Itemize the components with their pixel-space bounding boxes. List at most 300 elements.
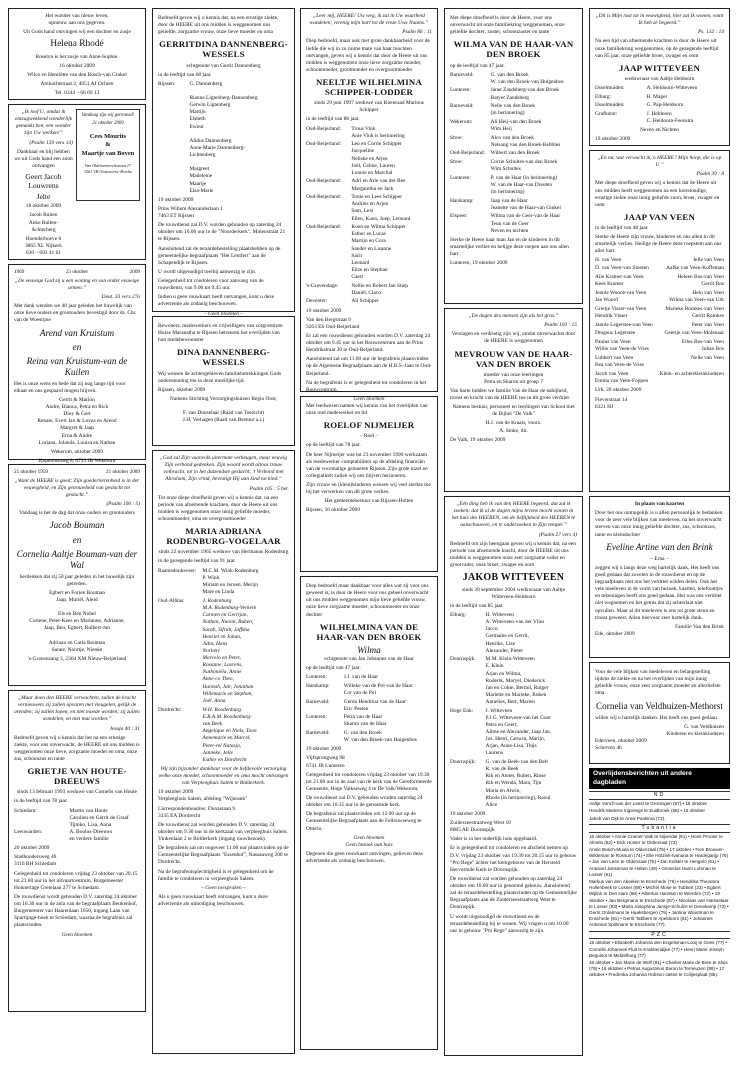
date: 19 oktober 2009	[158, 196, 194, 203]
family-members: H. Mager	[646, 93, 668, 100]
obit-list-pzc	[589, 940, 730, 978]
deceased-name: JAAP VAN VEEN	[623, 211, 696, 222]
place-date: Ede, oktober 2009	[595, 630, 635, 637]
death-notice-jaap-witteveen	[589, 8, 730, 146]
section-nd: ND	[589, 791, 730, 800]
obit-entry: Jakob van Dijk te Arnw Poalsma (73).	[589, 815, 666, 821]
deceased-name: WILMA VAN DE HAAR-VAN DEN BROEK	[453, 39, 574, 60]
condolence-notice-nijmeijer	[300, 396, 438, 572]
death-notice-witteveen	[444, 496, 583, 1056]
date: 19 oktober 2009	[158, 789, 194, 796]
obit-entry: 16 oktober • Annie Cramer-Valk te Nijverdal (81) • Henk Prooier te Almelo (52) • Dick Hoster te Oldenzaal (73)	[589, 833, 723, 845]
family-list	[14, 808, 140, 844]
family-members: Jaap van de Haar Jeanette van de Haar-van Ginkel	[490, 197, 561, 211]
place-date: Urk, 20 oktober 2009	[595, 387, 642, 394]
birth-date: 16 oktober 2009	[59, 62, 95, 69]
birth-notice-geert-jacob	[14, 109, 73, 255]
intro-line-1: Het wonder van nieuw leven,	[45, 13, 109, 19]
family-members: Gerda Hendrina van de Haar Eric Peelen	[343, 698, 406, 712]
child-name-3: Jelte	[36, 192, 51, 202]
age-text: in de leeftijd van 78 jaar.	[14, 798, 68, 805]
verse-reference: Psalm 86 : 11	[402, 29, 432, 36]
intro-text: Uit Gods hand ontvingen wij een dochter en zusje	[23, 29, 131, 36]
groom-name: Cees Mourits	[89, 132, 127, 140]
bride-name: Maartje van Boven	[81, 149, 135, 157]
deceased-name: Eveline Artine van den Brink	[606, 541, 713, 552]
obit-entry: 15 oktober • Elisabeth Johanna den Engelsman-Looij te Goes (77) • Cornelis Johannes Fluit te Krabbendijke (77) • Henri Marie Joseph Beguinot te Middelburg (77)	[589, 940, 727, 958]
family-row	[158, 598, 289, 705]
family-place: Grafhorst:	[595, 110, 618, 117]
family-list	[306, 126, 432, 306]
family-members: G. van den Broek W. van den Broek-van Huigenbos	[343, 730, 417, 744]
death-notice-dannenberg	[152, 8, 295, 317]
intro-text: Vandaag is het de dag dat onze ouders en grootouders	[19, 510, 135, 517]
verse: „En nu, wat verwacht ik, o HEERE? Mijn hoop, die is op U.”	[597, 155, 722, 169]
address: Verpleeghuis Salem, afdeling "Wijnrank"	[158, 796, 248, 803]
intro-text: Bewoners, medewerkers en vrijwilligers van zorgcentrum Huize Maranatha te Rijssen betreuren het overlijden van hun medebewoonster	[158, 323, 283, 344]
family-pair	[595, 274, 724, 288]
family-place: Oud-Beijerland:	[306, 125, 342, 132]
spouse-info: echtgenote van Gerrit Dannenberg	[186, 62, 261, 69]
spouse-name-1: Jacob Bouman	[49, 520, 105, 531]
deceased-name: ROELOF NIJMEIJER	[323, 420, 415, 431]
nickname: Wilma	[357, 644, 381, 655]
family-place: Oud-Beijerland:	[306, 224, 342, 231]
spouse-name-1: Arend van Kruistum	[39, 327, 115, 338]
date: 20 oktober 2009	[14, 845, 50, 852]
family-row	[14, 808, 140, 829]
notice-heading: In plaats van kaarten	[634, 501, 685, 507]
announcement-text: Tot onze diepe droefheid geven wij u kennis dat, na een periode van afnemende krachten, door de Heere uit ons midden is weggenomen onze innig geliefde moeder, schoonmoeder, oma en overgrootmoeder	[158, 494, 279, 522]
deceased-name: GRIETJE VAN HOUTE-DREEUWS	[27, 766, 127, 787]
conjunction: en	[72, 534, 82, 545]
obit-entry: 16 oktober • Jan Marie de Wolf (81) • Charles Marie de Bree te Sluis (78) • 16 oktober • Petrus Augustinus Baron te Terneuzen (89) • 17 oktober • Frederika Johanna Hobson-Jasse te Colijnsplaat (85).	[589, 959, 728, 978]
address: Stadhoudersweg 46 3116 BH Schiedam	[14, 854, 57, 868]
signatories: Namens Stichting Verzorgingshuizen Regio Oost, F. van Donselaar (Raad van Toezicht) J.H. Verhagen (Raad van Bestuur a.i.)	[169, 395, 278, 424]
family-members: M.C.M. Wink-Rodenburg P. Wink Miriam en Jeroen, Merijn Mare en Linda	[202, 567, 259, 595]
service-text: De rouwdienst zal worden gehouden D.V. zaterdag 24 oktober om 9.30 uur in de kerkzaal van verpleeghuis Salem, Vinkenlaan 2 te Ridderkerk (ingang rouwbezoek).	[158, 821, 288, 843]
family-list	[450, 612, 577, 809]
family-place: IJsselmuiden:	[595, 102, 625, 109]
family-place: Doornspijk:	[450, 759, 476, 765]
family-list	[158, 568, 289, 764]
family-members: Martin van Houte Carolien en Gerrit de Graaf Tijmko, Lisa, Anna	[69, 807, 129, 828]
condolence-text: Gelegenheid tot condoleren voor aanvang van de rouwdienst, van 9.00 tot 9.45 uur.	[158, 278, 264, 292]
birth-notice-helena	[8, 8, 146, 100]
spouse-info: sinds 28 september 2004 weduwnaar van Aaltje Witteveen-Heldoorn	[462, 586, 565, 600]
announcement-text: Bedroefd om zijn heengaan geven wij u kennis dat, na een periode van afnemende kracht, door de HEERE uit ons midden is weggenomen onze zeer zorgzame vader en grootvader, onze broer, zwager en oom	[450, 540, 576, 568]
family-row	[450, 72, 577, 86]
age-text: in de leeftijd van 86 jaar.	[306, 116, 360, 123]
anniversary-notice-bouman	[8, 464, 146, 686]
family-row	[306, 194, 432, 223]
address: Van den Bergstraat 9 3263 ES Oud-Beijerland	[306, 316, 360, 330]
signatory: Familie Van den Brink	[675, 623, 724, 630]
family-members: Hein van Veen Wilma van Veen-van Urk	[669, 289, 724, 304]
family-place: Hoge Enk:	[450, 707, 474, 714]
family-row	[306, 126, 432, 140]
family-row	[450, 708, 577, 758]
spouse-info: echtgenote van Jan Johannes van de Haar	[324, 655, 414, 662]
address: Ambachtstraat 2, 4051 AJ Ochten	[40, 81, 114, 88]
address: Scherven 4b	[595, 745, 622, 752]
death-notice-wilma-van-de-haar	[444, 8, 583, 304]
family-members: A. Boulus-Dreeuws en verdere familie	[69, 828, 113, 843]
burial-text: Aansluitend zal om 11.00 uur de begrafenis plaatsvinden op de Algemene Begraafplaats aan de H.B.S.-laan te Oud-Beijerland.	[306, 356, 432, 377]
family-members: J. Rodenburg M.A. Rodenburg-Verkerk Carmen en Gerrijan, Nathan, Naomi, Ruben, Sarah, Sifrah, Jaffsha Henriet en Johan, Julia, Hans Norbert Marcelo en Peter, Roxanne, Lavrens, Nathoniëla, Annie Anne-co Theo, Hannah, Jair, Jonathan Willemarie en Stephan, Joël, Anna	[202, 598, 257, 704]
obit-entry: Annie Bosch-Muula te Oldenzaal (75) • 17 oktober • Fien Brouwer-Wildeman te Rossum (74) • Elie Hotzink-Ivanuna te Hardegarijp (76) • Jan van Leen te Oldenzaal (75) • Jan Kolster te Hengelo (61) • Antoinet Janssman te Holten (49) • Gerardus Harm Lohman te Losser (61)	[589, 847, 728, 877]
wedding-address: Van Oldebarneveltstraat 17 3261 VB Oostvoorne-Brielse	[83, 163, 133, 174]
place-date: Rijssen, 16 oktober 2009	[306, 507, 360, 514]
family-members: J. Heldoorn C. Heldoorn-Feenstra	[646, 110, 694, 124]
burial-text: De begrafenis zal plaatsvinden om 12.00 uur op de Gemeentelijke Begraafplaats aan de Fellouwseweg te Otterlo.	[306, 811, 422, 832]
deceased-name: JAKOB WITTEVEEN	[462, 572, 565, 584]
family-members: Adri en Arie van der Bee Margaretha en Jack	[351, 178, 406, 192]
nickname: – Erna –	[650, 555, 669, 562]
family-row	[158, 568, 289, 597]
deceased-name: MARIA ADRIANA RODENBURG-VOGELAAR	[166, 526, 281, 547]
family-members: J. Witteveen P.J.G. Witteveen-van het Goor Petra en Geert, Alime en Alexander, Jaap Jan, Jos, Henri, Gerwin, Marijn, Arjan, Anne-Lisa, Thijs Laurens	[485, 707, 552, 757]
family-row	[306, 699, 432, 713]
family-pair	[595, 322, 724, 336]
family-row	[450, 87, 577, 101]
thanks-text: zeggen wij u langs deze weg hartelijk dank. Het heeft ons goed gedaan dat zovelen in de rouwdienst en op de begraafplaats met ons het verdriet wilden delen. Ook het vele meeleven in de vorm van bezoek, kaarten, telefoontjes en tekeningen heeft ons goed gedaan. Het was ons verdriet niet wegnemen en het gemis dat zij achterlaat niet opvullen. Maar al dit meeleven is ons tot grote steun en troost geweest. Allen hiervoor zeer hartelijk dank.	[595, 564, 723, 621]
condolence-text: Na de begrafenisplechtigheid is er gelegenheid om de familie te condoleren in verpleeghuis Salem.	[158, 868, 274, 882]
family-row	[595, 111, 724, 125]
verse: „De eeuwige God zij u een woning en van onder eeuwige armen.”	[15, 277, 139, 291]
children-list: Egbert en Forien Bouman Jaap, Muriël, Aleid Els en Ben Nobel Corlene, Peter-Kees en Marianne, Adrianne, Jaap, Ben, Egbert, Rulbert-Jan Adriaan en Carla Bouman Sanne, Noortje, Nienke	[29, 589, 125, 653]
family-members: G. Pap-Heldoorn	[646, 102, 684, 109]
date: 19 oktober 2009	[306, 307, 342, 314]
verse-reference: (Psalm 100 : 5)	[106, 501, 140, 508]
date: 19 oktober 2009	[306, 746, 342, 753]
place-date: Rijssen, oktober 2009	[158, 386, 206, 393]
family-row	[306, 224, 432, 281]
verse-reference: Deut. 33 vers 27a	[101, 294, 140, 301]
child-name-1: Geert Jacob	[25, 172, 62, 181]
wedding-intro: Vandaag zijn wij getrouwd!	[81, 113, 135, 118]
family-place: Lunteren:	[306, 674, 327, 681]
place-date: Wekerom, oktober 2009	[50, 448, 104, 455]
family-row	[306, 730, 432, 744]
family-place: Oud-Beijerland:	[306, 141, 342, 148]
family-row	[306, 283, 432, 297]
verse: „Eén ding heb ik van den HEERE begeerd, dat zal ik zoeken: dat ik al de dagen mijns levens mocht wonen in het huis des HEEREN, om de lieflijkheid des HEEREN te aanschouwen, en te onderzoeken in Zijn tempel.”	[451, 501, 576, 529]
service-text: De rouwdienst zal worden gehouden op zaterdag 24 oktober om 10.00 uur in genoemd gebouw. Aansluitend zal de teraardebestelling plaatsvinden op de Gemeentelijke Begraafplaats aan de Zuiderzeestraatweg West te Doornspijk.	[450, 875, 577, 911]
family-members: Nelle van Veen	[691, 354, 724, 361]
family-members: Paulus van Veen Willie van Veen-de Vries	[595, 338, 649, 352]
family-members: Leo en Corrie Schipper Jacqueline Neliske en Arjen Joël, Celine, Lauren Lonnie en Marchal	[351, 141, 402, 176]
intro-text: Met dank wenden we 40 jaar geleden het huwelijk van onze lieve ouders en grootouders bevestigd door ds. Chr. van de Woestijne	[14, 303, 137, 324]
relatives: Neven en Nichten	[640, 127, 679, 134]
verse-reference: Ps. 132 : 14	[697, 29, 724, 36]
obit-list-tubantia	[589, 834, 730, 929]
age-text: op de leeftijd van 78 jaar.	[306, 442, 361, 449]
family-members: Ali Schipper	[351, 298, 379, 305]
family-place: Barneveld:	[450, 103, 474, 110]
children-list: Gerrit & Marion Andre, Bianca, Petra en Rick Diny & Gert Renate, Evert Jan & Lovea en Arend Margret & Jaap Erna & Andre Loriana, Jolanda, Louisa en Nathan	[37, 396, 117, 446]
wedding-notice	[76, 109, 140, 201]
wedding-date: 21 oktober 2009	[92, 121, 124, 127]
family-members: G. Dannenberg Rianne Ligtenberg-Dannenberg Gerwin Ligtenberg Martijn Elsbeth Ewout Alidus Dannenberg Anne-Marie Dannenberg- Lichtenberg Margreet Madeleine Maartje Elsa-Marie	[189, 80, 258, 194]
birth-and-wedding-notices	[8, 104, 146, 260]
family-members: Grietje Visser-van Veen Hendrik Visser	[595, 306, 647, 320]
parents: Jacob Ruiten Anke Ruiten- Achterberg	[28, 212, 59, 233]
invitation-text: U wordt uitgenodigd toerbij aanwezig te zijn.	[158, 268, 257, 275]
verse: „Ik loof U, omdat ik ontzagwekkend wonderlijk gemaakt ben, een wonder zijn Uw werken!”	[14, 109, 73, 137]
verse: „Maar doen den HEERE verwachten, zullen de kracht vernieuwen; zij zullen opvaren met vleugelen, gelijk de arenden; zij zullen lopen, en niet moede worden; zij zullen wandelen, en niet mat worden.”	[14, 695, 140, 723]
family-list	[595, 257, 724, 385]
family-members: A. Heldoorn-Witteveen	[646, 84, 698, 91]
family-members: Koen en Wilma Schipper Esther en Lucas Martijn en Cora Sander en Lisanne Sacir Leonard Elize en Stephan Caert	[351, 224, 406, 281]
no-flowers: Geen bloemen	[61, 931, 93, 938]
family-row	[306, 683, 432, 697]
family-members: Willeke van de Pol-van de Haar Cor van de Pol	[343, 682, 413, 696]
verse: „Want de HEERE is goed; Zijn goedertierenheid is in der eeuwigheid, en Zijn getrouwheid van geslacht tot geslacht.”	[14, 477, 140, 499]
family-members: P. van de Haar (in herinnering) W. van de Haar-van Dreuten (in herinnering)	[490, 174, 558, 196]
age-text: in de leeftijd van 48 jaar.	[595, 224, 649, 231]
family-row	[450, 135, 577, 149]
wish-text: Wij wensen de achtergebleven familiebetrekkingen Gods ondersteuning toe in deze moeilijke tijd.	[158, 370, 282, 384]
address: 's-Gravenzang 3, 2364 XM Nieuw-Beijerland	[27, 655, 127, 662]
family-members: H. van Veen D. van Veen-van Slooten	[595, 257, 649, 271]
funeral-text: De rouwdienst wordt gehouden D.V. zaterdag 24 oktober om 10.30 uur in de aula van de begraafplaats Beukenhof, Burgemeester van Haarenlaan 1650, ingang Laan van Spartijnge-hoek te Schiedam, waarna de begrafenis zal plaatsvinden.	[14, 893, 138, 929]
obit-entry: Markus van den Abeelen te Enschede (76) • Hendrika Theodora Hollenbeek te Losser (88) • Michel Mose te Tubbert (23) • Egbert Wijlink te Den Ham (66) • Albertus Hanssen te Wierden (72) • 19 oktober • Jan Bergmann te Enschede (87) • Nicolaas van Harsselaar te Losser (93) • Maria Josephina Jansje-Schulze te Denekamp (73) • Gerrit Ordelmans te Haaksbergen (75) • Jantina Woertman te Enschede (91) • Gerrit Tabbers te Apeldoorn (61) • Johannes Antonius Spillmann te Enschede (77).	[589, 879, 729, 928]
nickname: – Roel –	[359, 433, 379, 440]
no-flowers: – Geen bloemen –	[203, 310, 244, 317]
laid-out-text: Vader is in het ouderlijk huis opgebaard.	[450, 836, 538, 843]
family-place: Harskamp:	[306, 682, 330, 689]
spouse-info: sinds 13 februari 1993 weduwe van Cornelis van Houte	[16, 789, 138, 796]
family-row	[450, 612, 577, 655]
family-pair	[595, 306, 724, 320]
address: Koperenstoeg 8, 6733 JB Wekerom	[38, 457, 116, 464]
family-place: Harskamp:	[450, 197, 474, 204]
section-tubantia: Tubantia	[589, 824, 730, 833]
intro-text: Met leedwezen namen wij kennis van het overlijden van onze oud medewerker en lid	[306, 403, 428, 417]
service-text: De rouwdienst zal D.V. worden gehouden op zaterdag 24 oktober om 10.00 uur in de "Noorderkerk", Molenstraat 21 te Rijssen.	[158, 222, 286, 243]
family-members: Nellie en Robert Jan Stiep Daniël, Claco	[351, 282, 408, 296]
wish-text: Sterke de Heere haar man Jan en de kinderen in dit smartelijke verlies en belijge deze roepen aan ons allen hart.	[450, 236, 569, 258]
wish-text: Van harte bidden we familie Van de Haar de nabijheid, troost en kracht van de HEERE toe in dit grote verdriet.	[450, 387, 571, 402]
relation-info: moeder van onze leerlingen Petra en Sharon uit groep 7	[483, 371, 544, 385]
family-row	[450, 213, 577, 234]
family-row	[306, 714, 432, 728]
announcement-text: Bedroefd geven wij u kennis dat, na een ernstige ziekte, door de HEERE uit ons midden is weggenomen ons geliefde, zorgzame vrouw, onze lieve moeder en oma	[158, 15, 279, 36]
family-place: IJsselmuiden:	[595, 84, 625, 91]
address: Vijfsprongweg 98 6741 JB Lunteren	[306, 755, 345, 769]
family-pair	[595, 371, 724, 385]
family-place: Stroe:	[450, 159, 463, 166]
spouse-name-2: Reina van Kruistum-van de Kuilen	[26, 355, 128, 377]
condolence-text: Gelegenheid tot condoleren vrijdag 23 oktober van 19.30 tot 21.00 uur in de zaal van de kerk van de Gereformeerde Gemeente, Hoge Valkseweg 4 te De Valk/Wekerom.	[306, 771, 432, 792]
verse-reference: Jesaja 40 : 31	[109, 725, 140, 732]
burial-text: Aansluitend zal de teraardebestelling plaatshebben op de gemeentelijke begraafplaats "Het Lentfert" aan de Schapendijk te Rijssen.	[158, 245, 281, 266]
column-2	[152, 8, 295, 1058]
intro-text: Voor de vele blijken van medeleven en belangstelling tijdens de ziekte en na het overlijden van mijn innig geliefde vrouw, onze zeer zorgzame moeder en allerliefste oma	[595, 669, 721, 697]
verse-reference: Psalm 103 : 15	[544, 322, 577, 329]
family-place: Schiedam:	[14, 807, 37, 814]
family-row	[450, 119, 577, 133]
family-place: Oud-Beijerland:	[450, 150, 486, 157]
age-text: op de leeftijd van 47 jaar.	[450, 62, 505, 69]
service-text: De rouwdienst zal D.V. gehouden worden zaterdag 24 oktober om 10.15 uur in de genoemde kerk.	[306, 795, 423, 809]
signatory: G. van Veldhuizen Kinderen en kleinkinderen	[666, 723, 724, 737]
service-text: Er zal een rouwdienst gehouden worden D.V. zaterdag 24 oktober om 9.45 uur in het Rouwcentrum aan de Prins Hendrikstraat 30 te Oud-Beijerland.	[306, 332, 431, 354]
anniversary-header	[14, 469, 140, 476]
address: Hoenderhoeve 6 3865 XL Nijkerk 030 – 693 41 61	[24, 235, 62, 257]
anniversary-text: herdenken dat zij 50 jaar geleden in het huwelijk zijn getreden.	[19, 573, 135, 587]
death-notice-rodenburg	[152, 450, 295, 1054]
verse: „Dit is Mijn rust tot in eeuwigheid, hier zal Ik wonen, want Ik heb ze begeerd.”	[595, 13, 724, 27]
family-row	[158, 81, 289, 195]
family-members: Corrie Schultes-van den Broek Wim Schultes	[490, 159, 558, 173]
family-place: Barneveld:	[306, 730, 330, 736]
family-place: Raamsdonksveer:	[158, 567, 197, 574]
wish-text: Sterke de Heere zijn vrouw, kinderen en ons allen in dit smartelijk verlies. Heilige de Heere deze roepstem aan ons aller hart.	[595, 234, 722, 255]
condolence-text: Er is gelegenheid tot condoleren en afscheid nemen op D.V. vrijdag 23 oktober van 19.30 tot 20.15 uur in gebouw "Pro Rege" achter het kerkgebouw van de Hersteld Hervormde Kerk te Doornspijk.	[450, 845, 577, 873]
family-members: Heleen Bos-van Veen Gerrit Bos	[677, 273, 724, 287]
child-name: Helena Rhodé	[50, 39, 104, 50]
spouse-info: sinds 29 juni 1997 weduwe van Koenraad Marinus Schipper	[314, 100, 424, 114]
family-pair	[595, 339, 724, 353]
family-row	[595, 94, 724, 101]
family-members: J.J. van de Haar	[343, 674, 379, 681]
verse: „De dagen des mensen zijn als het gras.”	[468, 313, 559, 319]
obit-entry: Hendrik Martens Ingenegs te Zuidbroek (68) • 15 oktober	[589, 808, 706, 814]
family-list	[306, 674, 432, 744]
anniversary-day: 23 oktober	[65, 269, 89, 275]
date: 19 oktober 2009	[450, 810, 486, 817]
place-date: Lunteren, 19 oktober 2009	[450, 260, 508, 267]
sibling-text: Roselyn is het zusje van Anne-Sophie.	[35, 53, 119, 60]
conjunction: en	[72, 341, 82, 352]
family-members: Janet Zandsberg-van den Broek Batyer Zandsberg	[490, 87, 559, 101]
age-text: in de leeftijd van 68 jaar.	[158, 71, 212, 78]
career-text: De heer Nijmeijer was tot 23 november 1990 werkzaam als medewerker comptabiliteit op de afdeling financiën van de voormalige gemeente Rijssen. Zijn grote inzet en collegialiteit zullen wij ons blijven herinneren.	[306, 451, 428, 479]
column-5	[589, 8, 730, 1058]
family-row	[158, 707, 289, 764]
column-3	[300, 8, 438, 1054]
family-place: Oud-Alblas:	[158, 598, 185, 605]
family-row	[306, 141, 432, 177]
verse: „Leer mij, HEERE! Uw weg, ik zal in Uw waarheid wandelen; verenig mijn hart tot de vreze Uws Naams.”	[309, 13, 429, 27]
condolence-notice-maranatha	[152, 316, 295, 446]
burial-text: De begrafenis zal om ongeveer 11.00 uur plaatsvinden op de Gemeentelijke Begraafplaats "Essenhof", Nassauweg 200 te Dordrecht.	[158, 845, 289, 866]
family-place: Doornspijk:	[450, 656, 476, 663]
family-members: Nelle van den Broek (in herinnering)	[490, 103, 536, 117]
family-members: W.H. Roodenburg E.B.A.M. Roodenburg- van Beek Angelique en Niels, Toon Annemarie en Marcel, Peter-rei Natasja, Janneke, Jelle Esther en Dordrecht	[202, 706, 257, 763]
family-row	[450, 175, 577, 196]
family-place: Dordrecht:	[158, 706, 182, 713]
intro-text: Door het ons onmogelijk is u allen persoonlijk te bedanken voor de zeer vele blijken van meeleven, na het onverwacht sterven van onze innig geliefde dochter, zus, schoonzus, tante en kleindochter	[595, 510, 723, 538]
parents: Wilco en Henriëtte van den Bosch-van Ginkel	[27, 71, 127, 78]
family-row	[450, 103, 577, 117]
spouse-info: sinds 22 november 1965 weduwe van Hermanus Rodenburg	[158, 549, 289, 556]
verse-reference: Psalm 105 : 5 ber.	[249, 485, 289, 492]
deceased-name: MEVROUW VAN DE HAAR-VAN DEN BROEK	[454, 348, 573, 369]
family-row	[450, 159, 577, 173]
family-members: Peter van Veen Geertje van Veen-Molenaar	[664, 322, 724, 336]
family-place: Wekerom:	[450, 118, 473, 125]
family-row	[306, 298, 432, 305]
death-notice-van-houte	[8, 690, 146, 1012]
age-text: op de leeftijd van 47 jaar.	[306, 665, 361, 671]
obit-list-nd	[589, 801, 730, 822]
signatory: Het gemeentebestuur van Rijssen-Holten	[324, 498, 414, 505]
family-place: Stroe:	[450, 134, 463, 141]
family-list	[450, 72, 577, 235]
family-place: Oud-Beijerland:	[306, 194, 342, 201]
no-flowers: Geen bloemen Geen bezoek aan huis	[345, 834, 393, 848]
year-to: 2009	[129, 269, 140, 275]
signatory: Namens bestuur, personeel en leerlingen van School met de Bijbel "De Valk"	[452, 404, 575, 418]
family-members: Alie Kramer-van Veen Kees Kramer	[595, 273, 644, 287]
year-from: 1969	[14, 269, 25, 275]
date-from: 21 oktober 1959	[14, 469, 49, 475]
deceased-name: WILHELMINA VAN DE HAAR-VAN DEN BROEK	[316, 621, 422, 642]
section-pzc: PZC	[589, 931, 730, 940]
family-place: Lunteren:	[306, 714, 327, 721]
family-members: Jennie Woord-van Veen Jan Woord	[595, 289, 647, 304]
condolence-text: Na de begrafenis is er gelegenheid tot condoleren in het Rouwcentrum.	[306, 379, 427, 393]
family-members: Petra van de Haar Sharon van de Haar	[343, 714, 387, 728]
family-members: Alco van den Broek Nelsang van den Broek-Rebbles	[490, 134, 561, 148]
date-to: 21 oktober 2009	[105, 469, 140, 475]
anniversary-header	[14, 269, 140, 276]
family-place: Lunteren:	[450, 174, 471, 181]
card-text: Degenen die geen rouwkaart ontvingen, gelieven deze advertentie als zodanig beschouwen.	[306, 850, 423, 864]
intro-text: Dankbaar en blij hebben we uit Gods hand een zoon ontvangen	[14, 148, 73, 169]
intro-text: Verslagen en verdrietig zijn wij, omdat onverwachts door de HEERE is weggenomen	[451, 331, 576, 345]
birth-date: 18 oktober 2009	[25, 203, 62, 210]
family-place: Oud-Beijerland:	[306, 178, 342, 185]
verse-reference: Psalm 39 : 8	[696, 171, 724, 178]
age-text: in de gezegende leeftijd van 91 jaar.	[158, 558, 236, 565]
family-pair	[595, 355, 724, 369]
family-place: Elburg:	[450, 612, 467, 618]
age-text: in de leeftijd van 85 jaar.	[450, 602, 504, 609]
family-members: G. van de Beek-van den Belt R. van de Beek Rik en Annet, Ruben, Rinse Rik en Wenda, Mara, Tijn Maria en Alwin, Rhoda (in herinnering), Raoul Alice	[485, 759, 551, 808]
deceased-name: GERRITDINA DANNENBERG-WESSELS	[159, 39, 288, 60]
signatory-names: H.J. van de Kraats, voorz. A. Sinke, dir.	[485, 420, 542, 434]
family-row	[450, 759, 577, 809]
announcement-text: Bedroefd geven wij u kennis dat het na een ernstige ziekte, voor ons onverwacht, de HEERE uit ons midden is weggenomen onze lieve, zorgzame moeder en oma, onze zus, schoonzus en tante	[14, 734, 140, 762]
family-members: Truus Vink Anie Vink is herinnering	[351, 125, 405, 139]
family-row	[450, 150, 577, 157]
family-place: Lunteren:	[450, 87, 471, 94]
address: Zuiderzeestraatweg West 10 8085 AE Doornspijk	[450, 820, 511, 834]
card-text: Als u geen rouwkaart heeft ontvangen, kunt u deze advertentie als uitnodiging beschouwen.	[158, 893, 268, 908]
death-notice-jaap-van-veen	[589, 150, 730, 492]
family-place: Leeuwarden:	[14, 828, 43, 835]
announcement-text: Diep bedroefd, maar ook met grote dankbaarheid voor de liefde die wij in zo ruime mate van haar mochten ontvangen, geven wij u kennis dat door de Heere uit ons midden is weggenomen onze lieve zorgzame moeder, schoonmoeder, grootmoeder en overgrootmoeder	[306, 38, 430, 73]
announcement-text: Met diepe droefheid geven wij u kennis dat de Heere uit ons midden heeft weggenomen na een kortstondige, ernstige ziekte onze innig geliefde zoon, broer, zwager en oom	[595, 180, 720, 208]
thank-you-notice-van-den-brink	[589, 496, 730, 658]
family-row	[450, 198, 577, 212]
column-4	[444, 8, 583, 1060]
card-text: Indien u geen rouwkaart heeft ontvangen, kunt u deze advertentie als zodanig beschouwen.	[158, 294, 275, 308]
family-members: Tonie en Lees Schipper Andries en Arjen Sam, Lexi Ellen, Koen, Joep, Leonard	[351, 194, 411, 222]
thank-you-notice-van-veldhuizen	[589, 662, 730, 764]
deceased-name: NEELTJE WILHELMINA SCHIPPER-LODDER	[315, 77, 423, 98]
wish-text: Zijn vrouw en (klein)kinderen wensen wij veel sterkte toe bij het verwerken van dit grote verlies.	[306, 482, 431, 496]
family-members: Wilma van de Geer-van de Haar Teun van de Geer Neven en nichten	[490, 213, 561, 234]
family-place: Elspeet:	[450, 213, 468, 220]
family-pair	[595, 257, 724, 271]
verse-reference: (Psalm 27 vers 4)	[538, 531, 577, 538]
thanks-text: willen wij u hartelijk danken. Het heeft ons goed gedaan.	[595, 714, 719, 721]
